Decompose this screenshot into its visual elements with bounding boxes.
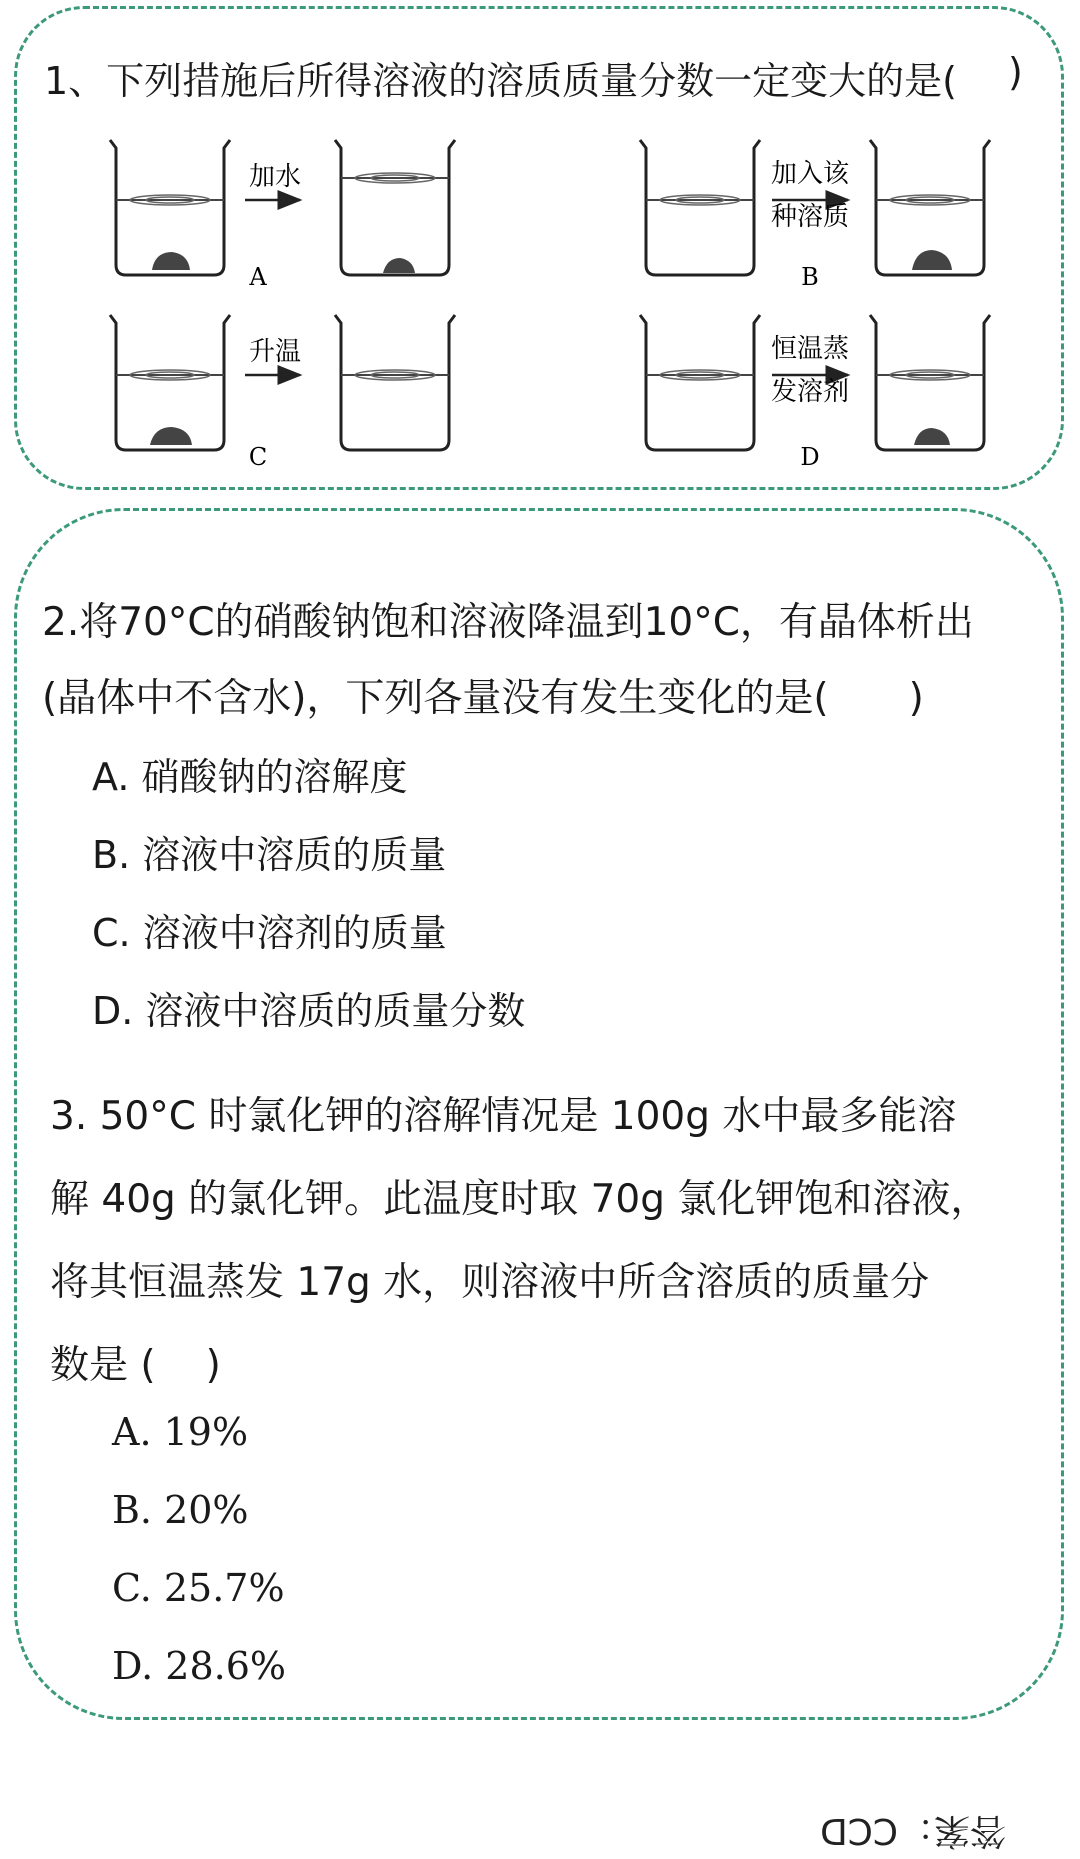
question-3-line-4: 数是 ( ) — [50, 1343, 221, 1388]
question-2-line-2: (晶体中不含水)，下列各量没有发生变化的是( ) — [42, 676, 924, 721]
question-3-option-d[interactable]: D. 28.6% — [112, 1644, 286, 1688]
panel-d-beaker-before — [640, 315, 760, 450]
panel-c-beaker-after — [335, 315, 455, 450]
panel-b-arrow-label-2: 种溶质 — [770, 202, 850, 232]
question-2-text — [42, 585, 974, 737]
panel-a-beaker-after — [335, 140, 455, 275]
question-1-close-paren: ) — [1008, 50, 1023, 94]
panel-a-label: A — [249, 263, 267, 291]
question-2-option-b[interactable]: B. 溶液中溶质的质量 — [92, 833, 447, 877]
question-1-text: 1、下列措施后所得溶液的溶质质量分数一定变大的是( — [44, 59, 958, 103]
question-3-option-c[interactable]: C. 25.7% — [112, 1566, 285, 1610]
panel-c-beaker-before — [110, 315, 230, 450]
panel-c-label: C — [248, 443, 268, 471]
panel-b-beaker-before — [640, 140, 760, 275]
question-2-option-a[interactable]: A. 硝酸钠的溶解度 — [92, 755, 408, 799]
panel-a-beaker-before — [110, 140, 230, 275]
beaker-diagram — [100, 125, 1020, 475]
question-3-close-paren: ) — [205, 1343, 221, 1388]
question-3-option-b[interactable]: B. 20% — [112, 1488, 249, 1532]
panel-a-arrow-label: 加水 — [248, 162, 302, 192]
question-3-option-a[interactable]: A. 19% — [112, 1410, 249, 1454]
question-2-option-d[interactable]: D. 溶液中溶质的质量分数 — [92, 989, 526, 1033]
panel-d-beaker-after — [870, 315, 990, 450]
panel-d-label: D — [800, 443, 820, 471]
question-2-line-1: 2.将70°C的硝酸钠饱和溶液降温到10°C，有晶体析出 — [42, 600, 974, 645]
panel-c-arrow-label: 升温 — [248, 337, 302, 367]
panel-d-arrow-label-1: 恒温蒸 — [770, 334, 850, 364]
question-3-line-3: 将其恒温蒸发 17g 水，则溶液中所含溶质的质量分 — [50, 1260, 930, 1305]
panel-b-label: B — [801, 263, 819, 291]
question-2-option-c[interactable]: C. 溶液中溶剂的质量 — [92, 911, 447, 955]
question-2-close-paren: ) — [908, 676, 924, 721]
question-3-line-2: 解 40g 的氯化钾。此温度时取 70g 氯化钾饱和溶液， — [50, 1177, 990, 1222]
panel-b-arrow-label-1: 加入该 — [770, 159, 850, 189]
question-3-line-1: 3. 50°C 时氯化钾的溶解情况是 100g 水中最多能溶 — [50, 1094, 957, 1139]
panel-d-arrow-label-2: 发溶剂 — [770, 377, 850, 407]
panel-b-beaker-after — [870, 140, 990, 275]
answer-upside-down: 答案：CCD — [820, 1810, 1006, 1851]
